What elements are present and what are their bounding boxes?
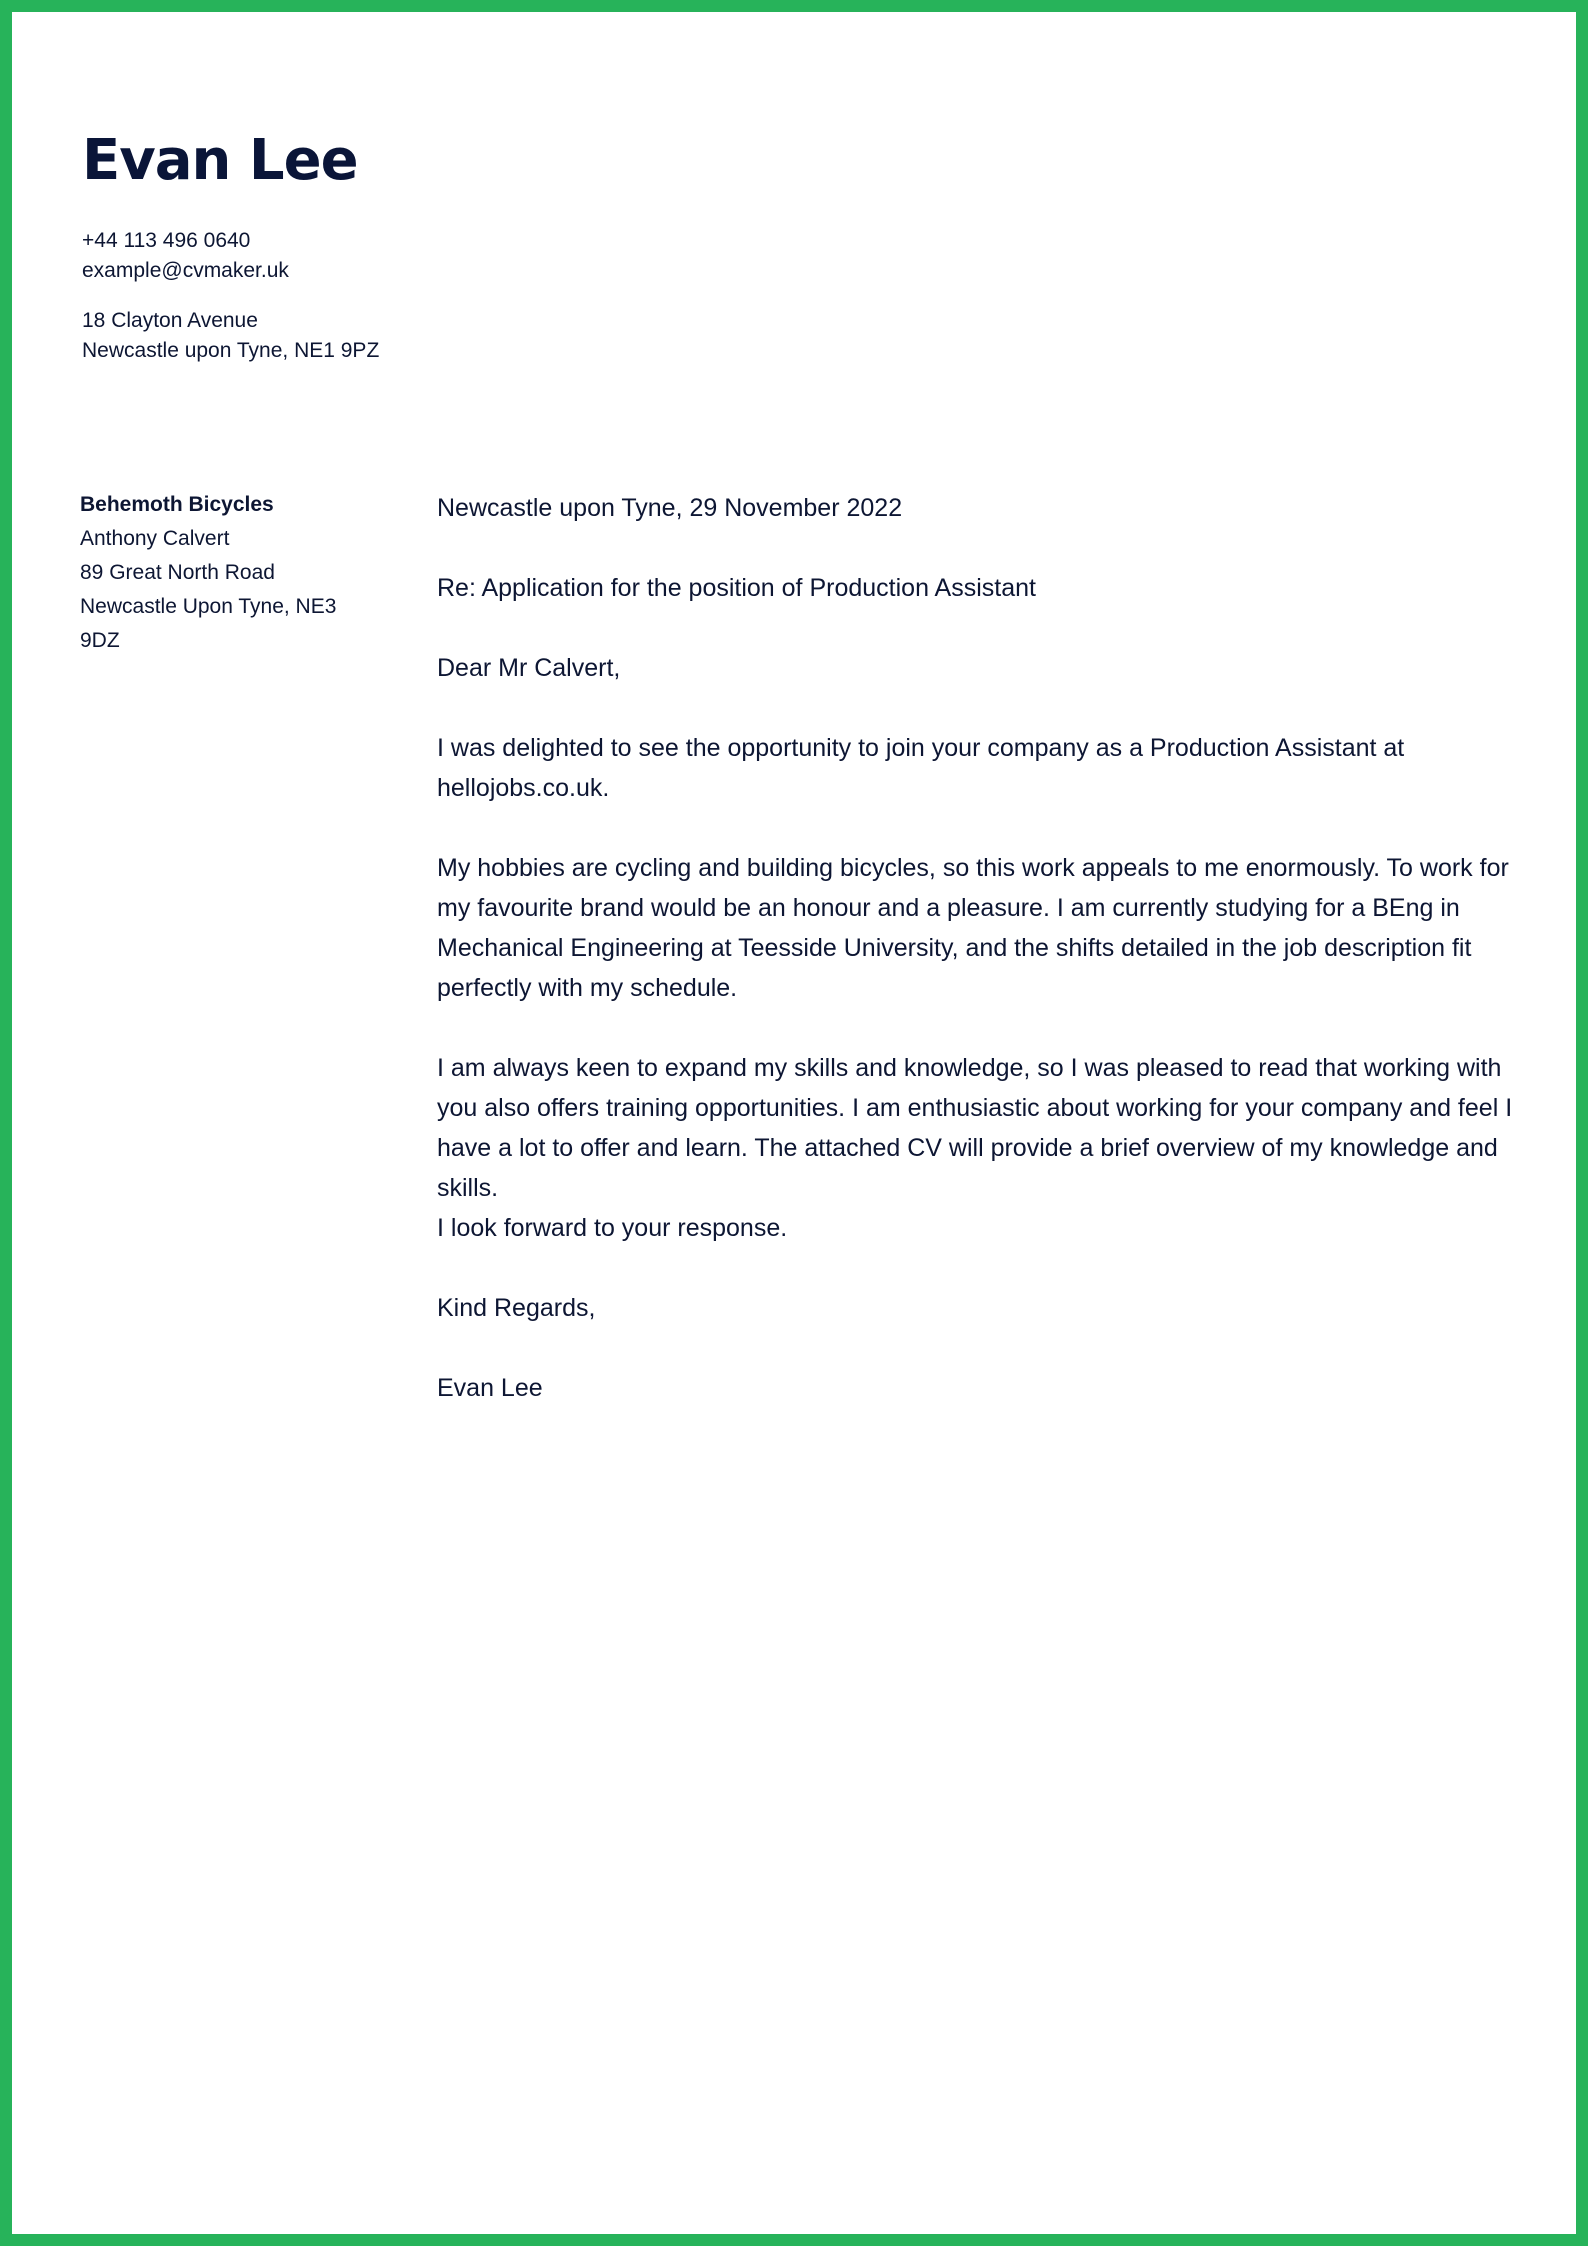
sender-address-line2: Newcastle upon Tyne, NE1 9PZ	[82, 338, 380, 362]
letter-salutation: Dear Mr Calvert,	[437, 654, 621, 682]
sender-header	[82, 130, 379, 366]
sender-name: Evan Lee	[82, 128, 358, 193]
letter-paragraph-1: I was delighted to see the opportunity to join your company as a Production Assistant at hellojobs.co.uk.	[437, 734, 1405, 802]
letter-closing: Kind Regards,	[437, 1294, 596, 1322]
letter-paragraph-4: I look forward to your response.	[437, 1214, 788, 1242]
sender-email: example@cvmaker.uk	[82, 258, 289, 282]
letter-date: Newcastle upon Tyne, 29 November 2022	[437, 494, 903, 522]
letter-body	[437, 488, 1527, 1448]
recipient-company: Behemoth Bicycles	[80, 493, 274, 516]
recipient-contact: Anthony Calvert	[80, 527, 230, 550]
letter-subject: Re: Application for the position of Production Assistant	[437, 574, 1036, 602]
letter-paragraph-2: My hobbies are cycling and building bicycles, so this work appeals to me enormously. To work for my favourite brand would be an honour and a pleasure. I am currently studying for a BEng in Mechanical Engineering at Teesside University, and the shifts detailed in the job description fit perfectly with my schedule.	[437, 854, 1509, 1002]
letter-signature: Evan Lee	[437, 1374, 543, 1402]
sender-contact	[82, 226, 379, 286]
sender-address-line1: 18 Clayton Avenue	[82, 308, 258, 332]
sender-phone: +44 113 496 0640	[82, 228, 251, 252]
recipient-postcode: 9DZ	[80, 629, 120, 652]
recipient-street: 89 Great North Road	[80, 561, 275, 584]
recipient-block	[80, 488, 380, 658]
recipient-city: Newcastle Upon Tyne, NE3	[80, 595, 337, 618]
sender-address	[82, 306, 379, 366]
letter-paragraph-3: I am always keen to expand my skills and knowledge, so I was pleased to read that working with you also offers training opportunities. I am enthusiastic about working for your company and feel I have a lot to offer and learn. The attached CV will provide a brief overview of my knowledge and skills.	[437, 1054, 1513, 1202]
